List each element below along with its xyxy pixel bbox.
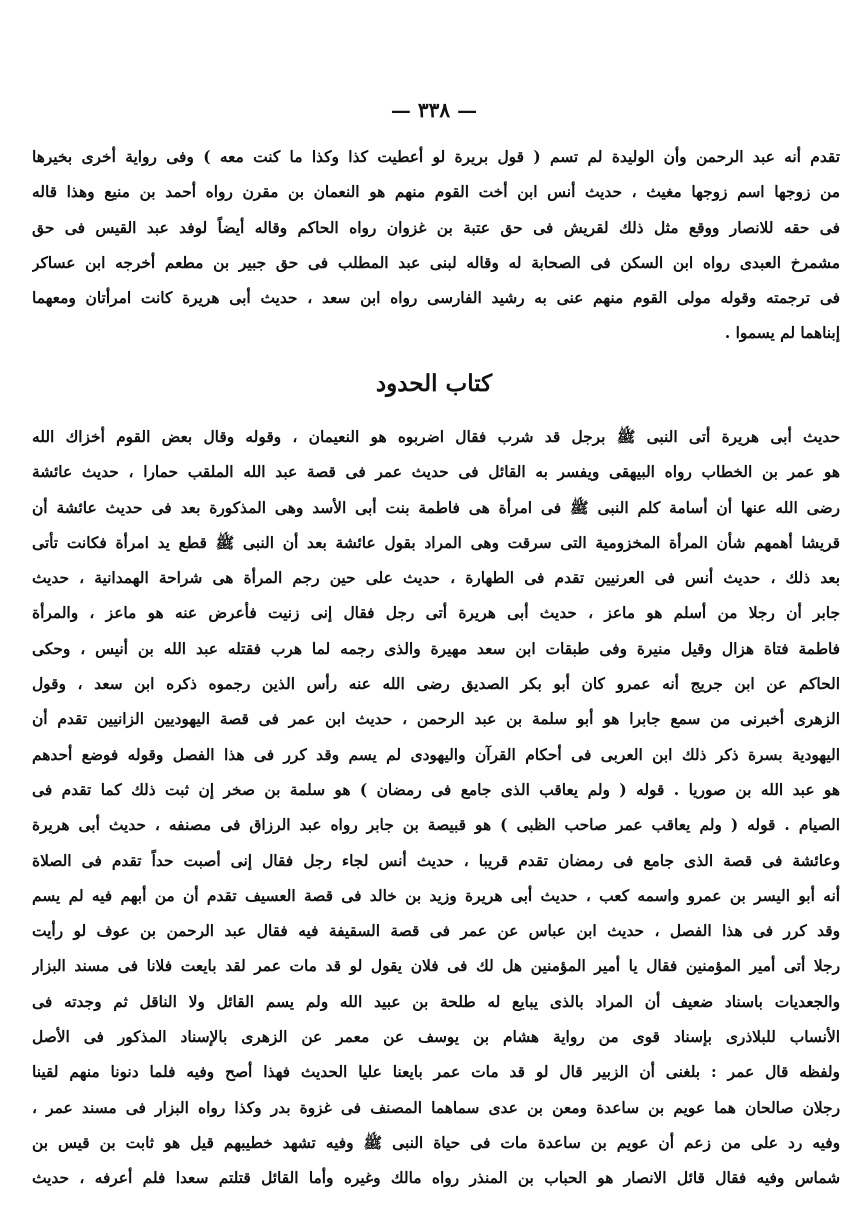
text-line: هو عبد الله بن صوريا . قوله ( ولم يعاقب الذى جامع فى رمضان ) هو سلمة بن صخر إن ثبت ذلك كما تقدم فى bbox=[32, 780, 840, 799]
text-line: رجلا أتى أمير المؤمنين فقال يا أمير المؤمنين هل لك فى فلان يقول لو قد مات عمر لقد بايعت فلانا فى مسند البزار bbox=[32, 957, 840, 976]
text-line: فاطمة فتاة هزال وقيل منيرة وفى طبقات ابن سعد مهيرة والذى رجمه لما هرب فقتله عبد الله بن أنيس ، وحكى bbox=[32, 639, 840, 658]
text-line: الأنساب للبلاذرى بإسناد قوى من رواية هشام بن يوسف عن معمر عن الزهرى بالإسناد المذكور فى الأصل bbox=[32, 1028, 840, 1047]
text-line: بعد ذلك ، حديث أنس فى العرنيين تقدم فى الطهارة ، حديث على حين رجم المرأة هى شراحة الهمدانية ، حديث bbox=[32, 569, 840, 588]
text-line: جابر أن رجلا من أسلم هو ماعز ، حديث أبى هريرة أتى رجل فقال إنى زنيت فأعرض عنه هو ماعز ، والمرأة bbox=[32, 604, 840, 623]
text-line: وعائشة فى قصة الذى جامع فى رمضان تقدم قريبا ، حديث أنس لجاء رجل فقال إنى أصبت حداً تقدم فى الصلاة bbox=[32, 851, 840, 870]
text-line: شماس وفيه فقال قائل الانصار هو الحباب بن المنذر رواه مالك وغيره وأما القائل قتلتم سعدا فلم أعرفه ، حديث bbox=[32, 1169, 840, 1188]
text-line: ولفظه قال عمر : بلغنى أن الزبير قال لو قد مات عمر بايعنا عليا الحديث فهذا أصح وفيه فلما دنونا منهم لقينا bbox=[32, 1063, 840, 1082]
text-line: تقدم أنه عبد الرحمن وأن الوليدة لم تسم ( قول بريرة لو أعطيت كذا وكذا ما كنت معه ) وفى رواية أخرى بخيرها bbox=[32, 148, 840, 166]
text-line: قريشا أهمهم شأن المرأة المخزومية التى سرقت وهى المراد بقول عائشة بعد أن النبى ﷺ قطع يد امرأة فكانت تأتى bbox=[32, 533, 840, 552]
text-line: أنه أبو اليسر بن عمرو واسمه كعب ، حديث أبى هريرة وزيد بن خالد فى قصة العسيف تقدم أن من أبهم فيه لم يسم bbox=[32, 886, 840, 905]
text-line: حديث أبى هريرة أتى النبى ﷺ برجل قد شرب فقال اضربوه هو النعيمان ، وقوله وقال بعض القوم أخزاك الله bbox=[32, 428, 840, 446]
text-line: وقد كرر فى هذا الفصل ، حديث ابن عباس عن عمر فى قصة السقيفة فيه فقال عبد الرحمن بن عوف لو رأيت bbox=[32, 922, 840, 941]
paragraph-after-heading bbox=[32, 420, 840, 1197]
text-line: فى حقه للانصار ووقع مثل ذلك لقريش فى حق عتبة بن غزوان رواه الحاكم وقاله أيضاً لوفد عبد القيس فى حق bbox=[32, 218, 840, 237]
text-line: فى ترجمته وقوله مولى القوم منهم عنى به رشيد الفارسى رواه ابن سعد ، حديث أبى هريرة كانت امرأتان ومعهما bbox=[32, 289, 840, 308]
text-line: الزهرى أخبرنى من سمع جابرا هو أبو سلمة بن عبد الرحمن ، حديث ابن عمر فى قصة اليهوديين الزانيين تقدم أن bbox=[32, 710, 840, 729]
text-line: مشمرخ العبدى رواه ابن السكن فى الصحابة له وقاله لبنى عبد المطلب فى حق جبير بن مطعم أخرجه ابن عساكر bbox=[32, 253, 840, 272]
text-line: إبناهما لم يسموا . bbox=[724, 324, 840, 343]
page-number: — ٣٣٨ — bbox=[390, 98, 478, 122]
text-line: وفيه رد على من زعم أن عويم بن ساعدة مات فى حياة النبى ﷺ وفيه تشهد خطيبهم قيل هو ثابت بن قيس بن bbox=[32, 1133, 840, 1152]
text-line: هو عمر بن الخطاب رواه البيهقى ويفسر به القائل فى حديث عمر فى قصة عبد الله الملقب حمارا ، حديث عائشة bbox=[32, 463, 840, 482]
paragraph-before-heading bbox=[32, 140, 840, 352]
text-line: رجلان صالحان هما عويم بن ساعدة ومعن بن عدى سماهما المصنف فى غزوة بدر وكذا رواه البزار فى مسند عمر ، bbox=[32, 1098, 840, 1117]
text-line: من زوجها اسم زوجها مغيث ، حديث أنس ابن أخت القوم منهم هو النعمان بن مقرن رواه أحمد بن منيع وهذا قاله bbox=[32, 183, 840, 202]
text-line: والجعديات باسناد ضعيف أن المراد بالذى يبايع له طلحة بن عبيد الله ولم يسم القائل ولا الناقل ثم وجدته فى bbox=[32, 992, 840, 1011]
text-line: الحاكم عن ابن جريج أنه عمرو كان أبو بكر الصديق رضى الله عنه رأس الذين رجموه ذكره ابن سعد ، وقول bbox=[32, 675, 840, 694]
text-line: اليهودية بسرة ذكر ذلك ابن العربى فى أحكام القرآن واليهودى لم يسم وقد كرر فى هذا الفصل وقوله فوضع أحدهم bbox=[32, 745, 840, 764]
text-line: رضى الله عنها أن أسامة كلم النبى ﷺ فى امرأة هى فاطمة بنت أبى الأسد وهى المذكورة بعد فى حديث عائشة أن bbox=[32, 498, 840, 517]
text-line: الصيام . قوله ( ولم يعاقب عمر صاحب الظبى ) هو قبيصة بن جابر رواه عبد الرزاق فى مصنفه ، حديث أبى هريرة bbox=[32, 816, 840, 835]
section-heading: كتاب الحدود bbox=[375, 370, 493, 397]
